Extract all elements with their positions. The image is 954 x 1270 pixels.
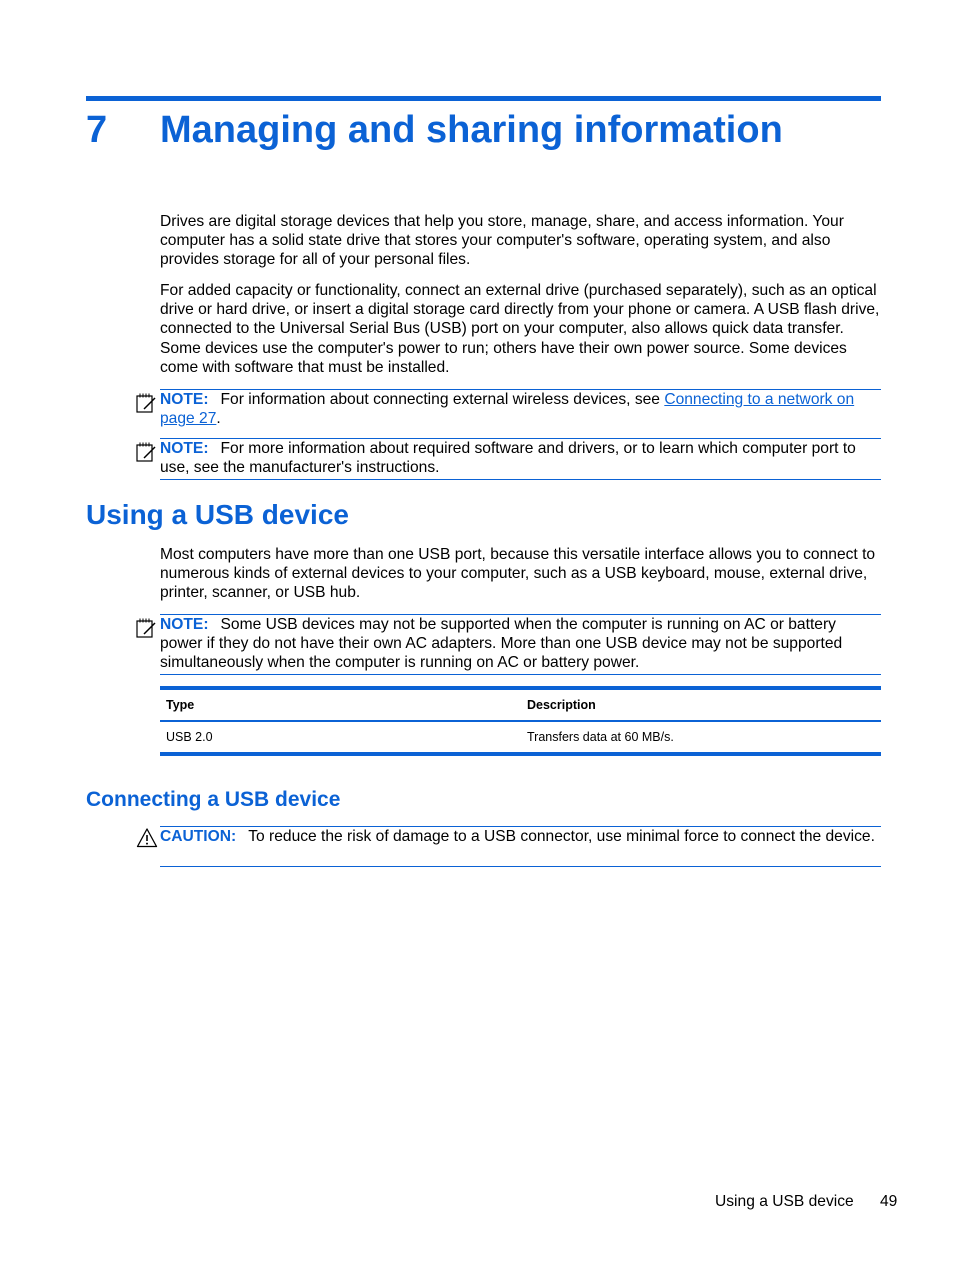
section-heading-usb: Using a USB device: [86, 499, 349, 530]
chapter-rule: [86, 96, 881, 101]
table-row: [160, 721, 881, 754]
note-icon: [135, 392, 157, 414]
note-icon: [135, 441, 157, 463]
subsection-heading-connecting: Connecting a USB device: [86, 788, 341, 811]
table-header-type: Type: [160, 688, 521, 721]
note-wireless: [160, 389, 881, 430]
chapter-title: Managing and sharing information: [160, 109, 783, 151]
note-icon: [135, 617, 157, 639]
intro-paragraph-1: Drives are digital storage devices that help you store, manage, share, and access information. Your computer has a solid state drive that stores your computer's software, operating system, and also provides storage for all of your personal files.: [160, 213, 844, 269]
note-text: For information about connecting external wireless devices, see: [220, 391, 665, 408]
note-text: For more information about required software and drivers, or to learn which computer port to use, see the manufacturer's instructions.: [160, 440, 856, 477]
note-text: Some USB devices may not be supported when the computer is running on AC or battery power if they do not have their own AC adapters. More than one USB device may not be supported simultaneously when the computer is running on AC or battery power.: [160, 616, 843, 672]
usb-paragraph: Most computers have more than one USB port, because this versatile interface allows you to connect to numerous kinds of external devices to your computer, such as a USB keyboard, mouse, external drive, printer, scanner, or USB hub.: [160, 546, 876, 602]
footer-section-title: Using a USB device: [715, 1193, 854, 1210]
usb-type-table: [160, 686, 881, 756]
chapter-number: 7: [86, 109, 108, 151]
note-label: NOTE:: [160, 391, 209, 408]
note-text-end: .: [216, 410, 221, 428]
intro-paragraph-2: For added capacity or functionality, connect an external drive (purchased separately), such as an optical drive or hard drive, or insert a digital storage card directly from your phone or camera. A USB flash drive, connected to the Universal Serial Bus (USB) port on your computer, also allows quick data transfer. Some devices use the computer's power to run; others have their own power source. Some devices come with software that must be installed.: [160, 282, 880, 376]
note-usb-power: [160, 614, 881, 675]
caution-icon: [136, 827, 158, 849]
table-cell-type: USB 2.0: [160, 721, 521, 754]
note-label: NOTE:: [160, 616, 209, 633]
table-header-row: [160, 688, 881, 721]
footer-page-number: 49: [880, 1193, 898, 1210]
table-header-description: Description: [521, 688, 881, 721]
table-cell-description: Transfers data at 60 MB/s.: [521, 721, 881, 754]
note-software: [160, 438, 881, 480]
caution-usb-connector: [160, 826, 881, 867]
caution-label: CAUTION:: [160, 828, 237, 845]
caution-text: To reduce the risk of damage to a USB connector, use minimal force to connect the device.: [248, 828, 875, 845]
connecting-network-link[interactable]: Connecting to a network on page 27: [160, 391, 855, 428]
note-label: NOTE:: [160, 440, 209, 457]
